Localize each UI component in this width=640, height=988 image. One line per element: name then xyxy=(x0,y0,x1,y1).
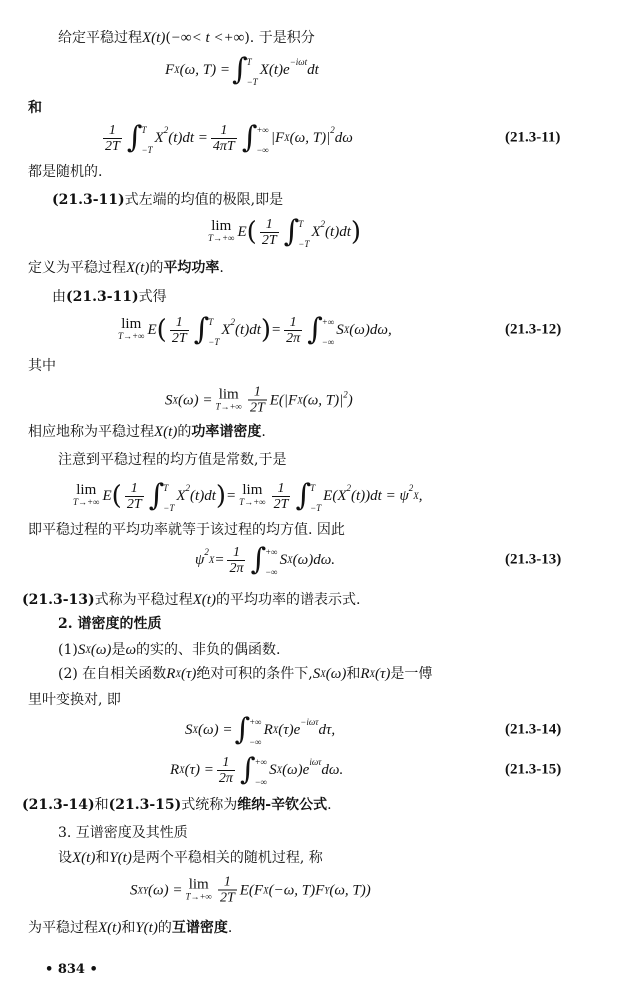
equation-lim xyxy=(205,214,361,250)
text-run: 绝对可积的条件下, xyxy=(196,666,313,682)
upper-limit: +∞ xyxy=(249,717,262,727)
math-run: dτ, xyxy=(318,722,336,738)
upper-limit: T xyxy=(208,317,214,327)
denominator: 2T xyxy=(249,400,265,416)
equation-14 xyxy=(185,712,335,748)
integral-limits xyxy=(322,312,335,348)
math-run: (ω) = xyxy=(198,722,233,738)
math-run: R xyxy=(360,666,370,682)
numerator: 1 xyxy=(265,216,273,232)
integral xyxy=(307,312,334,348)
paragraph-line xyxy=(58,614,162,634)
equation-number: (21.3-14) xyxy=(505,721,562,738)
fraction xyxy=(211,123,237,154)
math-run: (−ω, T)F xyxy=(268,882,325,898)
subscript: X xyxy=(272,725,279,735)
subscript: X xyxy=(297,395,303,405)
integral xyxy=(194,312,220,348)
fraction xyxy=(217,755,235,786)
integral-limits xyxy=(298,214,309,250)
denominator: 2π xyxy=(286,330,301,346)
math-run: = xyxy=(226,488,237,504)
denominator: 2T xyxy=(219,890,235,906)
integral-sign-icon: ∫ xyxy=(250,542,267,577)
equation-number: (21.3-12) xyxy=(505,321,562,338)
text-run: 式左端的均值的极限,即是 xyxy=(124,192,284,208)
math-run: (ω, T)) xyxy=(329,882,371,898)
math-run: F xyxy=(165,62,175,78)
subscript: X xyxy=(369,669,376,679)
integral-limits xyxy=(255,752,268,788)
text-run: 里叶变换对, 即 xyxy=(28,692,121,708)
text-run: 式统称为 xyxy=(181,797,238,813)
limit xyxy=(239,484,266,508)
math-run: (ω, T) = xyxy=(179,62,230,78)
text-run: 是两个平稳相关的随机过程, 称 xyxy=(131,850,323,866)
bold-text: 功率谱密度 xyxy=(191,424,262,440)
denominator: 2π xyxy=(229,560,244,576)
lim-word: lim xyxy=(188,876,209,892)
math-run: (ω, T)| xyxy=(302,392,344,408)
paragraph-line xyxy=(22,590,360,610)
math-run: (t)dt xyxy=(235,322,261,338)
math-run: −∞< t <+∞ xyxy=(170,30,245,46)
parenthesis: ) xyxy=(260,315,272,345)
integral-sign-icon: ∫ xyxy=(307,312,323,347)
text-run: 设 xyxy=(58,850,72,866)
superscript: −iωτ xyxy=(300,717,319,727)
lim-under: T→+∞ xyxy=(73,497,100,507)
math-run: ) xyxy=(347,392,353,408)
text-run: 和 xyxy=(121,920,136,936)
text-run: 是 xyxy=(111,642,126,658)
equation-11 xyxy=(100,120,353,156)
equation-13 xyxy=(195,542,335,578)
math-run: (t)dt = xyxy=(168,130,208,146)
subscript: X xyxy=(172,395,178,405)
integral-sign-icon: ∫ xyxy=(126,120,143,155)
text-run: ). 于是积分 xyxy=(244,30,315,46)
math-run: (ω) = xyxy=(178,392,213,408)
math-run: (ω)dω. xyxy=(292,552,336,568)
equation-ms xyxy=(70,478,423,514)
lim-word: lim xyxy=(211,218,232,234)
math-run: ω xyxy=(125,642,137,658)
superscript: −iωt xyxy=(289,57,308,67)
integral xyxy=(234,712,261,748)
limit xyxy=(118,318,145,342)
upper-limit: T xyxy=(310,483,316,493)
math-run: R xyxy=(170,762,180,778)
math-run: (τ) xyxy=(375,666,391,682)
upper-limit: T xyxy=(298,219,304,229)
bold-text: 2. 谱密度的性质 xyxy=(58,616,162,632)
text-run: 和 xyxy=(346,666,361,682)
integral-limits xyxy=(163,478,174,514)
subscript: X xyxy=(343,325,350,335)
math-run: = xyxy=(214,552,225,568)
text-run: 是一傅 xyxy=(390,666,433,682)
text-run: 都是随机的. xyxy=(28,164,103,180)
paragraph-line xyxy=(58,28,315,48)
lower-limit: −∞ xyxy=(256,145,269,155)
math-run: (ω, T)| xyxy=(289,130,331,146)
math-run: (τ)e xyxy=(278,722,301,738)
paragraph-line xyxy=(58,640,280,660)
paragraph-line xyxy=(28,258,224,278)
numerator: 1 xyxy=(108,122,116,138)
text-run: 由 xyxy=(52,289,66,305)
parenthesis: ) xyxy=(215,481,227,511)
math-run: E xyxy=(102,488,112,504)
integral xyxy=(149,478,175,514)
numerator: 1 xyxy=(277,480,285,496)
lim-under: T→+∞ xyxy=(185,891,212,901)
text-run: 为平稳过程 xyxy=(28,920,98,936)
denominator: 2T xyxy=(105,138,120,154)
lim-word: lim xyxy=(242,482,263,498)
paragraph-line xyxy=(52,287,167,307)
upper-limit: +∞ xyxy=(321,317,335,327)
denominator: 2T xyxy=(126,496,142,512)
lower-limit: −T xyxy=(163,503,175,513)
math-run: |F xyxy=(270,130,285,146)
superscript: 2 xyxy=(343,389,348,400)
text-run: 的平均功率的谱表示式. xyxy=(215,592,361,608)
subscript: X xyxy=(263,885,269,895)
integral xyxy=(284,214,310,250)
integral xyxy=(127,120,153,156)
subscript: Y xyxy=(324,885,330,895)
integral-limits xyxy=(310,478,321,514)
text-run: 即平稳过程的平均功率就等于该过程的均方值. 因此 xyxy=(28,522,345,538)
lower-limit: −T xyxy=(246,77,258,87)
text-run: . xyxy=(327,797,332,813)
paragraph-line xyxy=(28,162,102,182)
math-run: E(|F xyxy=(269,392,298,408)
lim-under: T→+∞ xyxy=(208,233,235,243)
math-run: S xyxy=(77,642,86,658)
math-run: X(t)e xyxy=(259,62,290,78)
math-run: (t)dt xyxy=(190,488,216,504)
lower-limit: −T xyxy=(298,239,310,249)
fraction xyxy=(103,123,122,154)
lower-limit: −∞ xyxy=(249,737,262,747)
math-run: Y(t) xyxy=(109,850,132,866)
subscript: X xyxy=(179,765,185,775)
numerator: 1 xyxy=(232,544,240,560)
paragraph-line xyxy=(22,795,332,815)
math-run: E(F xyxy=(239,882,264,898)
math-run: dω xyxy=(334,130,353,146)
integral xyxy=(295,478,321,514)
paragraph-line xyxy=(28,356,56,376)
bold-text: (21.3-14) xyxy=(22,797,95,813)
limit xyxy=(185,878,212,902)
lim-word: lim xyxy=(121,316,142,332)
paragraph-line xyxy=(58,848,323,868)
subscript: X xyxy=(413,491,419,501)
equation-12 xyxy=(115,312,392,348)
bold-text: 互谱密度 xyxy=(171,920,228,936)
superscript: 2 xyxy=(204,547,209,557)
denominator: 4πT xyxy=(212,138,235,154)
upper-limit: +∞ xyxy=(265,547,278,557)
numerator: 1 xyxy=(253,384,261,400)
numerator: 1 xyxy=(223,874,231,890)
text-run: 和 xyxy=(94,797,109,813)
numerator: 1 xyxy=(222,754,230,770)
parenthesis: ( xyxy=(246,217,257,247)
bold-text: (21.3-11) xyxy=(52,192,125,208)
paragraph-line xyxy=(28,918,232,938)
parenthesis: ( xyxy=(156,315,167,345)
integral xyxy=(250,542,277,578)
lim-under: T→+∞ xyxy=(239,497,266,507)
math-run: (ω)e xyxy=(282,762,310,778)
math-run: R xyxy=(166,666,176,682)
superscript: 2 xyxy=(408,483,414,493)
denominator: 2π xyxy=(218,770,233,786)
upper-limit: T xyxy=(163,483,169,493)
subscript: X xyxy=(276,765,283,775)
text-run: 定义为平稳过程 xyxy=(28,260,126,276)
upper-limit: +∞ xyxy=(256,125,269,135)
math-run: = xyxy=(271,322,282,338)
lower-limit: −∞ xyxy=(321,337,335,347)
text-run: (1) xyxy=(58,642,78,658)
upper-limit: +∞ xyxy=(254,757,268,767)
limit xyxy=(73,484,100,508)
text-run: (2) 在自相关函数 xyxy=(58,666,167,682)
text-run: 其中 xyxy=(28,358,56,374)
subscript: X xyxy=(174,65,180,75)
math-run: X(t) xyxy=(192,592,216,608)
math-run: S xyxy=(279,552,288,568)
lim-word: lim xyxy=(76,482,97,498)
integral-limits xyxy=(208,312,219,348)
integral-limits xyxy=(256,120,269,156)
parenthesis: ( xyxy=(111,481,122,511)
paragraph-line xyxy=(28,690,121,710)
math-run: S xyxy=(185,722,193,738)
equation-sxy xyxy=(130,875,371,906)
page-number: • 834 • xyxy=(45,962,98,977)
superscript: 2 xyxy=(320,219,326,229)
integral-sign-icon: ∫ xyxy=(283,214,300,249)
paragraph-line xyxy=(28,98,42,118)
math-run: (t)dt xyxy=(325,224,351,240)
math-run: (τ) xyxy=(180,666,197,682)
equation-fx xyxy=(165,52,319,88)
limit xyxy=(215,388,242,412)
fraction xyxy=(248,385,267,416)
bold-text: (21.3-15) xyxy=(108,797,182,813)
fraction xyxy=(170,315,189,346)
integral xyxy=(240,752,267,788)
math-run: X(t) xyxy=(154,424,178,440)
paragraph-line xyxy=(28,422,266,442)
limit xyxy=(208,220,235,244)
text-run: 式得 xyxy=(138,289,167,305)
bold-text: 平均功率 xyxy=(163,260,220,276)
superscript: iωτ xyxy=(309,757,322,767)
paragraph-line xyxy=(52,190,283,210)
math-run: (t))dt = ψ xyxy=(351,488,409,504)
math-run: X(t) xyxy=(98,920,122,936)
text-run: 注意到平稳过程的均方值是常数,于是 xyxy=(58,452,287,468)
numerator: 1 xyxy=(130,480,138,496)
integral-sign-icon: ∫ xyxy=(234,712,251,747)
math-run: X xyxy=(221,322,231,338)
paragraph-line xyxy=(58,664,432,684)
math-run: S xyxy=(336,322,344,338)
integral xyxy=(242,120,269,156)
bold-text: 和 xyxy=(28,100,42,116)
math-run: (ω) xyxy=(325,666,347,682)
numerator: 1 xyxy=(220,122,228,138)
equation-sx xyxy=(165,385,353,416)
integral xyxy=(232,52,258,88)
lower-limit: −∞ xyxy=(254,777,268,787)
integral-sign-icon: ∫ xyxy=(193,312,210,347)
superscript: 2 xyxy=(346,483,351,493)
text-run: 相应地称为平稳过程 xyxy=(28,424,154,440)
integral-sign-icon: ∫ xyxy=(241,120,258,155)
math-run: E xyxy=(147,322,157,338)
lim-word: lim xyxy=(218,386,239,402)
text-run: ( xyxy=(165,30,171,46)
math-run: X(t) xyxy=(72,850,96,866)
text-run: . xyxy=(227,920,233,936)
equation-number: (21.3-11) xyxy=(505,129,561,146)
integral-limits xyxy=(249,712,262,748)
integral-limits xyxy=(141,120,152,156)
bold-text: (21.3-11) xyxy=(66,289,139,305)
equation-15 xyxy=(170,752,343,788)
math-run: S xyxy=(165,392,173,408)
math-run: X xyxy=(311,224,321,240)
math-run: Y(t) xyxy=(135,920,158,936)
text-run: . xyxy=(219,260,224,276)
math-run: dω. xyxy=(321,762,344,778)
math-run: E xyxy=(237,224,247,240)
fraction xyxy=(272,481,291,512)
subscript: XY xyxy=(137,885,149,895)
subscript: X xyxy=(192,725,198,735)
lim-under: T→+∞ xyxy=(118,331,145,341)
math-run: E(X xyxy=(323,488,347,504)
math-run: (ω) = xyxy=(148,882,183,898)
fraction xyxy=(125,481,144,512)
math-run: X(t) xyxy=(142,30,166,46)
subscript: X xyxy=(284,133,290,143)
integral-sign-icon: ∫ xyxy=(148,478,165,513)
superscript: 2 xyxy=(330,125,335,135)
math-run: S xyxy=(269,762,277,778)
math-run: ψ xyxy=(195,552,205,568)
math-run: R xyxy=(263,722,273,738)
integral-sign-icon: ∫ xyxy=(231,52,248,87)
subscript: X xyxy=(320,669,326,679)
numerator: 1 xyxy=(289,314,297,330)
math-run: dt xyxy=(307,62,319,78)
upper-limit: T xyxy=(246,57,252,67)
math-run: (ω)dω, xyxy=(349,322,392,338)
text-run: 的 xyxy=(177,424,192,440)
lower-limit: −∞ xyxy=(265,567,278,577)
math-run: X xyxy=(176,488,186,504)
subscript: X xyxy=(287,555,293,565)
integral-sign-icon: ∫ xyxy=(295,478,312,513)
text-run: . xyxy=(261,424,266,440)
parenthesis: ) xyxy=(350,217,362,247)
bold-text: 维纳-辛钦公式 xyxy=(237,797,328,813)
denominator: 2T xyxy=(261,232,277,248)
subscript: X xyxy=(85,645,91,655)
math-run: , xyxy=(418,488,423,504)
integral-limits xyxy=(265,542,278,578)
paragraph-line xyxy=(58,823,188,843)
text-run: 的 xyxy=(157,920,172,936)
superscript: 2 xyxy=(230,317,236,327)
subscript: X xyxy=(175,669,181,679)
fraction xyxy=(260,217,279,248)
superscript: 2 xyxy=(185,483,191,493)
lower-limit: −T xyxy=(310,503,322,513)
text-run: 的实的、非负的偶函数. xyxy=(136,642,281,658)
math-run: S xyxy=(130,882,138,898)
subscript: X xyxy=(208,555,215,565)
fraction xyxy=(284,315,302,346)
fraction xyxy=(218,875,237,906)
math-run: S xyxy=(312,666,321,682)
text-run: 3. 互谱密度及其性质 xyxy=(58,825,188,841)
equation-number: (21.3-13) xyxy=(505,551,562,568)
integral-sign-icon: ∫ xyxy=(239,752,256,787)
text-run: 和 xyxy=(95,850,110,866)
math-run: (τ) = xyxy=(184,762,214,778)
lower-limit: −T xyxy=(141,145,153,155)
paragraph-line xyxy=(58,450,286,470)
superscript: 2 xyxy=(163,125,169,135)
bold-text: (21.3-13) xyxy=(22,592,95,608)
math-run: X(t) xyxy=(126,260,150,276)
numerator: 1 xyxy=(175,314,183,330)
lim-under: T→+∞ xyxy=(215,401,242,411)
integral-limits xyxy=(247,52,258,88)
upper-limit: T xyxy=(141,125,147,135)
lower-limit: −T xyxy=(208,337,220,347)
math-run: (ω) xyxy=(90,642,112,658)
denominator: 2T xyxy=(171,330,187,346)
equation-number: (21.3-15) xyxy=(505,761,562,778)
paragraph-line xyxy=(28,520,345,540)
denominator: 2T xyxy=(273,496,289,512)
text-run: 的 xyxy=(149,260,164,276)
text-run: 给定平稳过程 xyxy=(58,30,142,46)
text-run: 式称为平稳过程 xyxy=(94,592,193,608)
math-run: X xyxy=(154,130,164,146)
fraction xyxy=(227,545,245,576)
